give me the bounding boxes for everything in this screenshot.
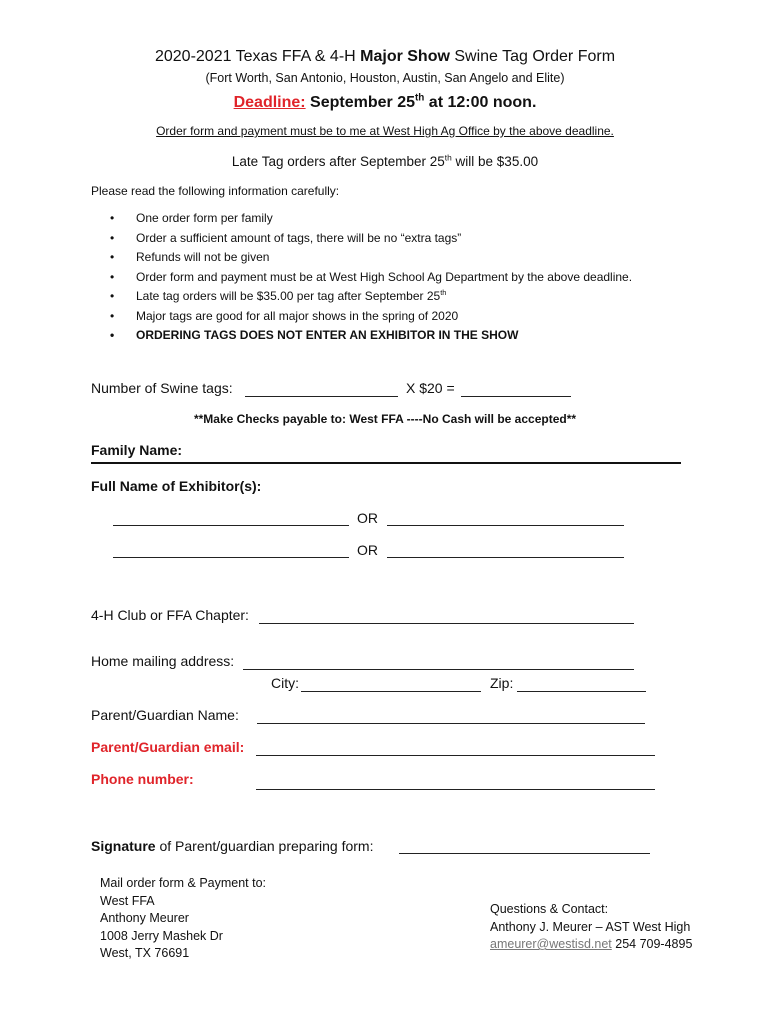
list-item: • Order form and payment must be at West High School Ag Department by the above deadline.	[108, 268, 632, 288]
instruction-line: Order form and payment must be to me at West High Ag Office by the above deadline.	[156, 124, 614, 138]
late-fee-line: Late Tag orders after September 25th will be $35.00	[231, 152, 539, 169]
bullet-icon: •	[110, 328, 115, 342]
city-field[interactable]	[301, 691, 481, 692]
club-field[interactable]	[259, 623, 634, 624]
contact-phone: 254 709-4895	[611, 937, 693, 951]
city-label: City:	[271, 675, 299, 691]
contact-block	[490, 901, 692, 954]
zip-field[interactable]	[517, 691, 646, 692]
club-label: 4-H Club or FFA Chapter:	[91, 607, 249, 623]
family-name-field[interactable]	[91, 462, 681, 464]
mail-to-block	[100, 875, 266, 963]
form-subtitle: (Fort Worth, San Antonio, Houston, Austin, San Angelo and Elite)	[205, 71, 565, 85]
family-name-label: Family Name:	[91, 442, 183, 458]
contact-email-link[interactable]: ameurer@westisd.net	[490, 937, 612, 951]
exhibitor-1-field[interactable]	[113, 525, 349, 526]
info-intro: Please read the following information carefully:	[91, 184, 340, 198]
bullet-icon: •	[110, 230, 115, 245]
exhibitor-3-field[interactable]	[113, 557, 349, 558]
swine-tags-count-field[interactable]	[245, 396, 398, 397]
price-label: X $20 =	[406, 380, 455, 396]
mail-line: West FFA	[100, 893, 155, 908]
signature-field[interactable]	[399, 853, 650, 854]
list-item: • Order a sufficient amount of tags, there will be no “extra tags”	[108, 229, 632, 249]
phone-label: Phone number:	[91, 771, 194, 787]
bullet-icon: •	[110, 269, 115, 284]
list-item: • ORDERING TAGS DOES NOT ENTER AN EXHIBITOR IN THE SHOW	[108, 326, 632, 346]
list-item: • Late tag orders will be $35.00 per tag after September 25th	[108, 287, 632, 307]
address-label: Home mailing address:	[91, 653, 235, 669]
mail-line: West, TX 76691	[100, 946, 190, 960]
deadline-line: Deadline: September 25th at 12:00 noon.	[233, 92, 537, 111]
mail-line: 1008 Jerry Mashek Dr	[100, 928, 223, 943]
exhibitors-label: Full Name of Exhibitor(s):	[91, 478, 262, 494]
zip-label: Zip:	[490, 675, 514, 691]
deadline-label: Deadline:	[233, 94, 306, 111]
signature-label: Signature of Parent/guardian preparing form:	[91, 838, 374, 854]
list-item: • One order form per family	[108, 209, 632, 229]
exhibitor-4-field[interactable]	[387, 557, 624, 558]
mail-line: Anthony Meurer	[100, 911, 189, 925]
bullet-icon: •	[110, 250, 115, 264]
bullet-icon: •	[110, 308, 115, 323]
form-title: 2020-2021 Texas FFA & 4-H Major Show Swine Tag Order Form	[154, 48, 616, 65]
contact-line	[490, 936, 692, 954]
or-label: OR	[357, 542, 378, 558]
swine-tags-label: Number of Swine tags:	[91, 380, 233, 396]
contact-name: Anthony J. Meurer – AST West High	[490, 919, 691, 934]
guardian-email-field[interactable]	[256, 755, 655, 756]
contact-heading: Questions & Contact:	[490, 902, 609, 916]
exhibitor-2-field[interactable]	[387, 525, 624, 526]
total-amount-field[interactable]	[461, 396, 571, 397]
guardian-name-label: Parent/Guardian Name:	[91, 707, 239, 723]
bullet-icon: •	[110, 211, 115, 225]
guardian-email-label: Parent/Guardian email:	[91, 739, 245, 755]
info-bullet-list	[108, 209, 632, 346]
or-label: OR	[357, 510, 378, 526]
guardian-name-field[interactable]	[257, 723, 645, 724]
mail-heading: Mail order form & Payment to:	[100, 876, 267, 890]
bullet-icon: •	[110, 289, 115, 303]
list-item: • Refunds will not be given	[108, 248, 632, 268]
title-major-show: Major Show	[360, 48, 450, 65]
phone-field[interactable]	[256, 789, 655, 790]
address-field[interactable]	[243, 669, 634, 670]
checks-note: **Make Checks payable to: West FFA ----No Cash will be accepted**	[193, 412, 577, 426]
list-item: • Major tags are good for all major shows in the spring of 2020	[108, 307, 632, 327]
